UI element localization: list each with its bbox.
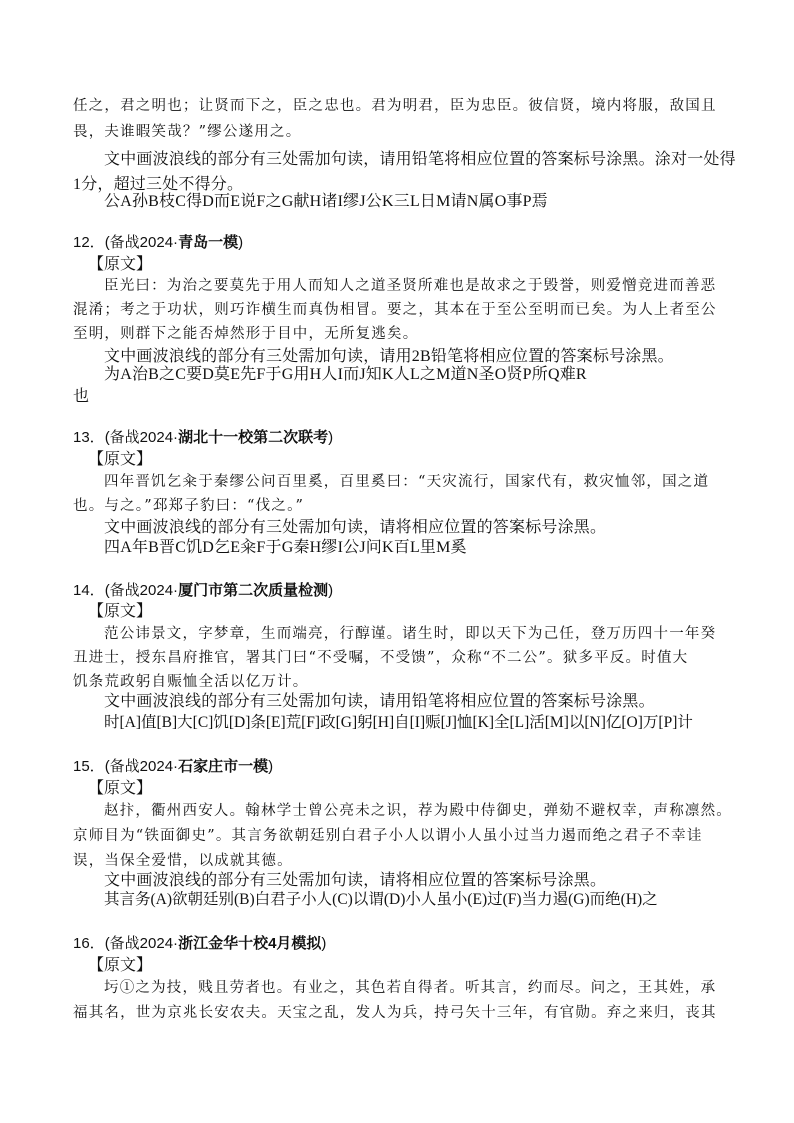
instruction-line: 文中画波浪线的部分有三处需加句读，请用铅笔将相应位置的答案标号涂黑。涂对一处得 [104,151,736,168]
question-number: 12． [73,234,105,251]
question-header [73,579,333,600]
passage-line: 至明，则群下之能否焯然形于目中，无所复逃矣。 [73,326,419,342]
passage-line: 也。与之。”邳郑子豹曰：“伐之。” [73,498,305,514]
question-header [73,426,333,447]
question-source-suffix: ) [321,935,327,952]
instruction-line: 文中画波浪线的部分有三处需加句读，请用2B铅笔将相应位置的答案标号涂黑。 [104,348,674,365]
question-number: 14． [73,582,105,599]
answer-options: 四A年B晋C饥D乞E籴F于G秦H缪I公J问K百L里M奚 [104,539,467,556]
question-source-name: 青岛一模 [178,234,239,251]
passage-line: 四年晋饥乞籴于秦缪公问百里奚，百里奚曰：“天灾流行，国家代有，救灾恤邻，国之道 [104,474,710,490]
question-source-suffix: ) [328,429,334,446]
original-text-tag: 【原文】 [88,451,153,468]
answer-options: 公A孙B枝C得D而E说F之G献H诸I缪J公K三L日M请N属O事P焉 [104,193,548,210]
question-number: 16． [73,935,105,952]
instruction-line: 文中画波浪线的部分有三处需加句读，请将相应位置的答案标号涂黑。 [104,872,607,889]
passage-line: 臣光曰：为治之要莫先于用人而知人之道圣贤所难也是故求之于毁誉，则爱憎竞进而善恶 [104,278,717,294]
answer-options: 为A治B之C要D莫E先F于G用H人I而J知K人L之M道N圣O贤P所Q难R [104,366,587,383]
passage-line: 范公讳景文，字梦章，生而端亮，行醇谨。诸生时，即以天下为己任，登万历四十一年癸 [104,626,717,642]
instruction-line: 文中画波浪线的部分有三处需加句读，请将相应位置的答案标号涂黑。 [104,519,607,536]
original-text-tag: 【原文】 [88,256,153,273]
passage-line: 畏，夫谁暇笑哉？”缪公遂用之。 [73,124,302,140]
question-source-prefix: (备战2024· [104,234,179,251]
answer-options: 也 [73,388,90,405]
question-source-prefix: (备战2024· [104,429,179,446]
passage-line: 丑进士，授东昌府推官，署其门曰“不受嘱，不受馈”，众称“不二公”。狱多平反。时值大 [73,650,689,666]
question-source-prefix: (备战2024· [104,582,179,599]
question-source-name: 石家庄市一模 [178,758,269,775]
answer-options: 其言务(A)欲朝廷别(B)白君子小人(C)以谓(D)小人虽小(E)过(F)当力遏(G)而绝(H)之 [104,891,658,908]
passage-line: 福其名，世为京兆长安农夫。天宝之乱，发人为兵，持弓矢十三年，有官勋。弃之来归，丧其 [73,1005,717,1021]
passage-line: 混淆；考之于功状，则巧诈横生而真伪相冒。要之，其本在于至公至明而已矣。为人上者至公 [73,302,717,318]
instruction-line: 文中画波浪线的部分有三处需加句读，请用铅笔将相应位置的答案标号涂黑。 [104,693,655,710]
passage-line: 任之，君之明也；让贤而下之，臣之忠也。君为明君，臣为忠臣。彼信贤，境内将服，敌国且 [73,98,717,114]
question-source-name: 湖北十一校第二次联考 [178,429,329,446]
question-source-suffix: ) [268,758,274,775]
passage-line: 误，当保全爱惜，以成就其德。 [73,853,293,869]
question-source-suffix: ) [328,582,334,599]
question-number: 13． [73,429,105,446]
question-source-name: 厦门市第二次质量检测 [178,582,329,599]
question-header [73,231,243,252]
passage-line: 赵抃，衢州西安人。翰林学士曾公亮未之识，荐为殿中侍御史，弹劾不避权幸，声称凛然。 [104,803,732,819]
original-text-tag: 【原文】 [88,780,153,797]
question-number: 15． [73,758,105,775]
question-source-prefix: (备战2024· [104,935,179,952]
question-header [73,932,326,953]
question-header [73,755,273,776]
answer-options: 时[A]值[B]大[C]饥[D]条[E]荒[F]政[G]躬[H]自[I]赈[J]恤[K]全[L]活[M]以[N]亿[O]万[P]计 [104,714,693,731]
instruction-line: 1分，超过三处不得分。 [73,176,244,193]
passage-line: 京师目为“铁面御史”。其言务欲朝廷别白君子小人以谓小人虽小过当力遏而绝之君子不幸诖 [73,828,703,844]
original-text-tag: 【原文】 [88,957,153,974]
question-source-suffix: ) [238,234,244,251]
question-source-name: 浙江金华十校4月模拟 [178,935,322,952]
question-source-prefix: (备战2024· [104,758,179,775]
passage-line: 饥条荒政躬自赈恤全活以亿万计。 [73,674,309,690]
passage-line: 圬①之为技，贱且劳者也。有业之，其色若自得者。听其言，约而尽。问之，王其姓，承 [104,980,717,996]
original-text-tag: 【原文】 [88,603,153,620]
